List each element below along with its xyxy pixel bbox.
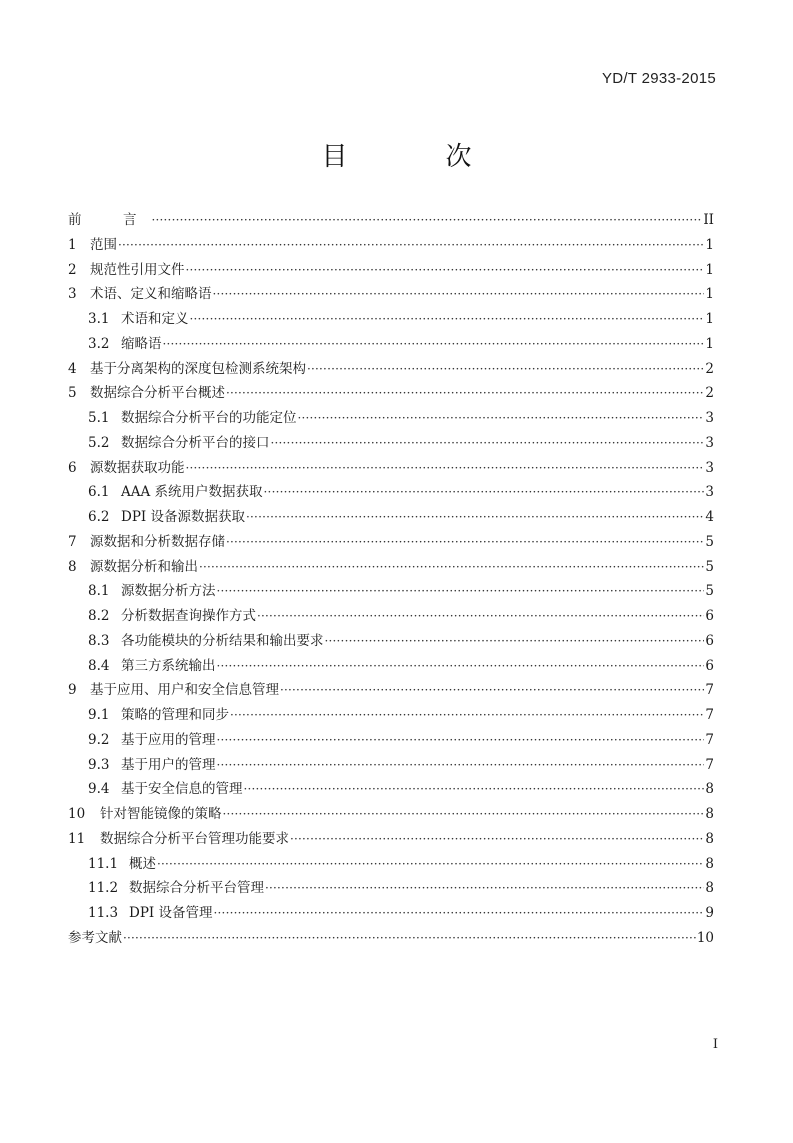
toc-entry-label: DPI 设备源数据获取 — [121, 509, 246, 525]
toc-entry-label: 基于应用、用户和安全信息管理 — [90, 682, 279, 699]
toc-entry-number: 6.1 — [88, 484, 110, 501]
toc-entry[interactable] — [68, 233, 714, 258]
toc-entry-page: II — [703, 212, 714, 228]
toc-entry-number: 8.3 — [88, 632, 110, 649]
toc-entry-number: 6 — [68, 459, 77, 476]
toc-dot-leader — [190, 307, 705, 332]
toc-entry-label: 参考文献 — [68, 929, 122, 946]
toc-dot-leader — [325, 629, 705, 654]
toc-dot-leader — [226, 530, 704, 555]
toc-entry-page: 3 — [705, 484, 714, 501]
toc-entry[interactable] — [68, 827, 714, 852]
toc-entry-label: 源数据和分析数据存储 — [90, 533, 225, 550]
toc-dot-leader — [226, 381, 704, 406]
toc-entry-number: 9.1 — [88, 707, 110, 723]
page-number: I — [712, 1037, 718, 1052]
toc-entry-number: 7 — [68, 533, 77, 550]
toc-entry-label: 源数据获取功能 — [90, 459, 185, 476]
toc-entry-label: 各功能模块的分析结果和输出要求 — [121, 632, 324, 649]
toc-entry-label: 基于分离架构的深度包检测系统架构 — [90, 360, 306, 377]
toc-dot-leader — [157, 852, 704, 877]
toc-title: 目 次 — [321, 142, 508, 172]
toc-entry[interactable] — [68, 307, 714, 332]
toc-dot-leader — [163, 332, 705, 357]
toc-entry[interactable] — [68, 901, 714, 926]
toc-dot-leader — [246, 505, 704, 530]
toc-entry-page: 1 — [705, 261, 714, 278]
toc-entry[interactable] — [68, 258, 714, 283]
toc-dot-leader — [217, 579, 705, 604]
toc-entry-page: 3 — [705, 434, 714, 451]
toc-entry-label: 源数据分析方法 — [121, 583, 216, 600]
toc-entry[interactable] — [68, 852, 714, 877]
toc-entry[interactable] — [68, 282, 714, 307]
toc-entry[interactable] — [68, 406, 714, 431]
toc-entry-page: 8 — [705, 806, 714, 822]
toc-entry-label: 术语、定义和缩略语 — [90, 286, 212, 303]
toc-entry[interactable] — [68, 381, 714, 406]
toc-dot-leader — [123, 926, 696, 951]
toc-entry-number: 10 — [68, 806, 86, 822]
toc-entry-page: 8 — [705, 781, 714, 798]
toc-entry-number: 11.1 — [88, 855, 119, 872]
toc-entry-number: 5.2 — [88, 434, 110, 451]
toc-entry-page: 2 — [705, 385, 714, 402]
toc-entry-number: 3 — [68, 286, 77, 303]
toc-entry[interactable] — [68, 777, 714, 802]
toc-entry-page: 1 — [705, 286, 714, 303]
toc-entry[interactable] — [68, 926, 714, 951]
toc-entry[interactable] — [68, 431, 714, 456]
toc-entry-label: 基于用户的管理 — [121, 756, 216, 773]
toc-entry-number: 11 — [68, 830, 86, 847]
toc-entry-number: 6.2 — [88, 509, 110, 525]
toc-dot-leader — [186, 258, 705, 283]
toc-entry-label: 基于安全信息的管理 — [121, 781, 243, 798]
toc-entry-label: 概述 — [129, 855, 156, 872]
toc-entry[interactable] — [68, 208, 714, 233]
toc-entry-page: 3 — [705, 459, 714, 476]
toc-entry-page: 6 — [705, 632, 714, 649]
toc-entry[interactable] — [68, 555, 714, 580]
toc-entry-label: 基于应用的管理 — [121, 731, 216, 748]
toc-entry-number: 9.4 — [88, 781, 110, 798]
toc-entry-label: 术语和定义 — [121, 311, 189, 327]
toc-entry-label: 数据综合分析平台管理 — [129, 880, 264, 897]
toc-entry[interactable] — [68, 629, 714, 654]
toc-entry-number: 9.2 — [88, 731, 110, 748]
toc-dot-leader — [265, 876, 704, 901]
toc-dot-leader — [298, 406, 705, 431]
toc-entry-label: 第三方系统输出 — [121, 657, 216, 674]
toc-entry-number: 3.2 — [88, 335, 110, 352]
toc-entry-number: 8.1 — [88, 583, 110, 600]
toc-entry-number: 5.1 — [88, 410, 110, 426]
toc-entry-page: 4 — [705, 509, 714, 525]
toc-entry[interactable] — [68, 753, 714, 778]
toc-dot-leader — [280, 678, 704, 703]
toc-entry[interactable] — [68, 604, 714, 629]
toc-entry[interactable] — [68, 678, 714, 703]
toc-entry-label: 源数据分析和输出 — [90, 558, 198, 575]
toc-entry[interactable] — [68, 654, 714, 679]
toc-entry-label: 分析数据查询操作方式 — [121, 608, 256, 624]
toc-dot-leader — [217, 753, 705, 778]
toc-dot-leader — [213, 282, 705, 307]
toc-dot-leader — [271, 431, 705, 456]
toc-dot-leader — [290, 827, 704, 852]
toc-entry-page: 1 — [705, 311, 714, 327]
toc-dot-leader — [217, 654, 705, 679]
toc-entry-label: 前 言 — [68, 212, 151, 228]
toc-dot-leader — [307, 357, 704, 382]
toc-entry-label: 范围 — [90, 236, 117, 253]
toc-entry-number: 9 — [68, 682, 77, 699]
toc-dot-leader — [257, 604, 704, 629]
toc-entry-label: 数据综合分析平台管理功能要求 — [100, 830, 289, 847]
toc-dot-leader — [223, 802, 705, 827]
toc-entry-number: 4 — [68, 360, 77, 377]
toc-dot-leader — [118, 233, 704, 258]
toc-entry-number: 8.2 — [88, 608, 110, 624]
toc-entry-page: 7 — [705, 731, 714, 748]
toc-entry-page: 5 — [705, 558, 714, 575]
toc-entry-page: 5 — [705, 583, 714, 600]
toc-entry[interactable] — [68, 357, 714, 382]
toc-entry-page: 3 — [705, 410, 714, 426]
toc-entry-number: 3.1 — [88, 311, 110, 327]
toc-entry-label: 数据综合分析平台的接口 — [121, 434, 270, 451]
toc-entry-page: 7 — [705, 756, 714, 773]
toc-entry[interactable] — [68, 728, 714, 753]
toc-dot-leader — [264, 480, 705, 505]
toc-entry[interactable] — [68, 579, 714, 604]
toc-entry-number: 9.3 — [88, 756, 110, 773]
toc-entry-page: 7 — [705, 682, 714, 699]
toc-entry-label: 数据综合分析平台的功能定位 — [121, 410, 297, 426]
toc-entry-page: 8 — [705, 880, 714, 897]
toc-entry-page: 8 — [705, 855, 714, 872]
toc-entry-page: 8 — [705, 830, 714, 847]
toc-entry[interactable] — [68, 802, 714, 827]
toc-entry-label: AAA 系统用户数据获取 — [121, 484, 263, 501]
toc-entry-number: 8.4 — [88, 657, 110, 674]
toc-entry[interactable] — [68, 876, 714, 901]
toc-dot-leader — [214, 901, 705, 926]
toc-entry[interactable] — [68, 703, 714, 728]
toc-entry-label: 策略的管理和同步 — [121, 707, 229, 723]
toc-entry-label: 缩略语 — [121, 335, 162, 352]
standard-code: YD/T 2933-2015 — [602, 70, 716, 87]
toc-entry-number: 8 — [68, 558, 77, 575]
toc-entry-number: 11.3 — [88, 905, 119, 921]
toc-entry-label: 数据综合分析平台概述 — [90, 385, 225, 402]
toc-entry-page: 5 — [705, 533, 714, 550]
toc-entry-label: DPI 设备管理 — [129, 905, 213, 921]
toc-entry-number: 2 — [68, 261, 77, 278]
toc-entry[interactable] — [68, 480, 714, 505]
toc-entry-page: 2 — [705, 360, 714, 377]
toc-entry-number: 11.2 — [88, 880, 119, 897]
toc-entry[interactable] — [68, 505, 714, 530]
toc-entry-number: 5 — [68, 385, 77, 402]
toc-entry-page: 1 — [705, 335, 714, 352]
toc-list — [68, 208, 714, 951]
toc-entry[interactable] — [68, 456, 714, 481]
toc-entry-page: 1 — [705, 236, 714, 253]
toc-entry-page: 10 — [696, 929, 714, 946]
toc-entry-number: 1 — [68, 236, 77, 253]
toc-dot-leader — [230, 703, 704, 728]
toc-entry-page: 7 — [705, 707, 714, 723]
toc-dot-leader — [199, 555, 704, 580]
toc-dot-leader — [244, 777, 705, 802]
toc-dot-leader — [186, 456, 705, 481]
toc-entry-page: 6 — [705, 608, 714, 624]
toc-dot-leader — [152, 208, 703, 233]
toc-entry[interactable] — [68, 332, 714, 357]
toc-entry-page: 9 — [705, 905, 714, 921]
toc-entry[interactable] — [68, 530, 714, 555]
toc-entry-label: 针对智能镜像的策略 — [100, 806, 222, 822]
toc-entry-page: 6 — [705, 657, 714, 674]
toc-entry-label: 规范性引用文件 — [90, 261, 185, 278]
toc-dot-leader — [217, 728, 705, 753]
